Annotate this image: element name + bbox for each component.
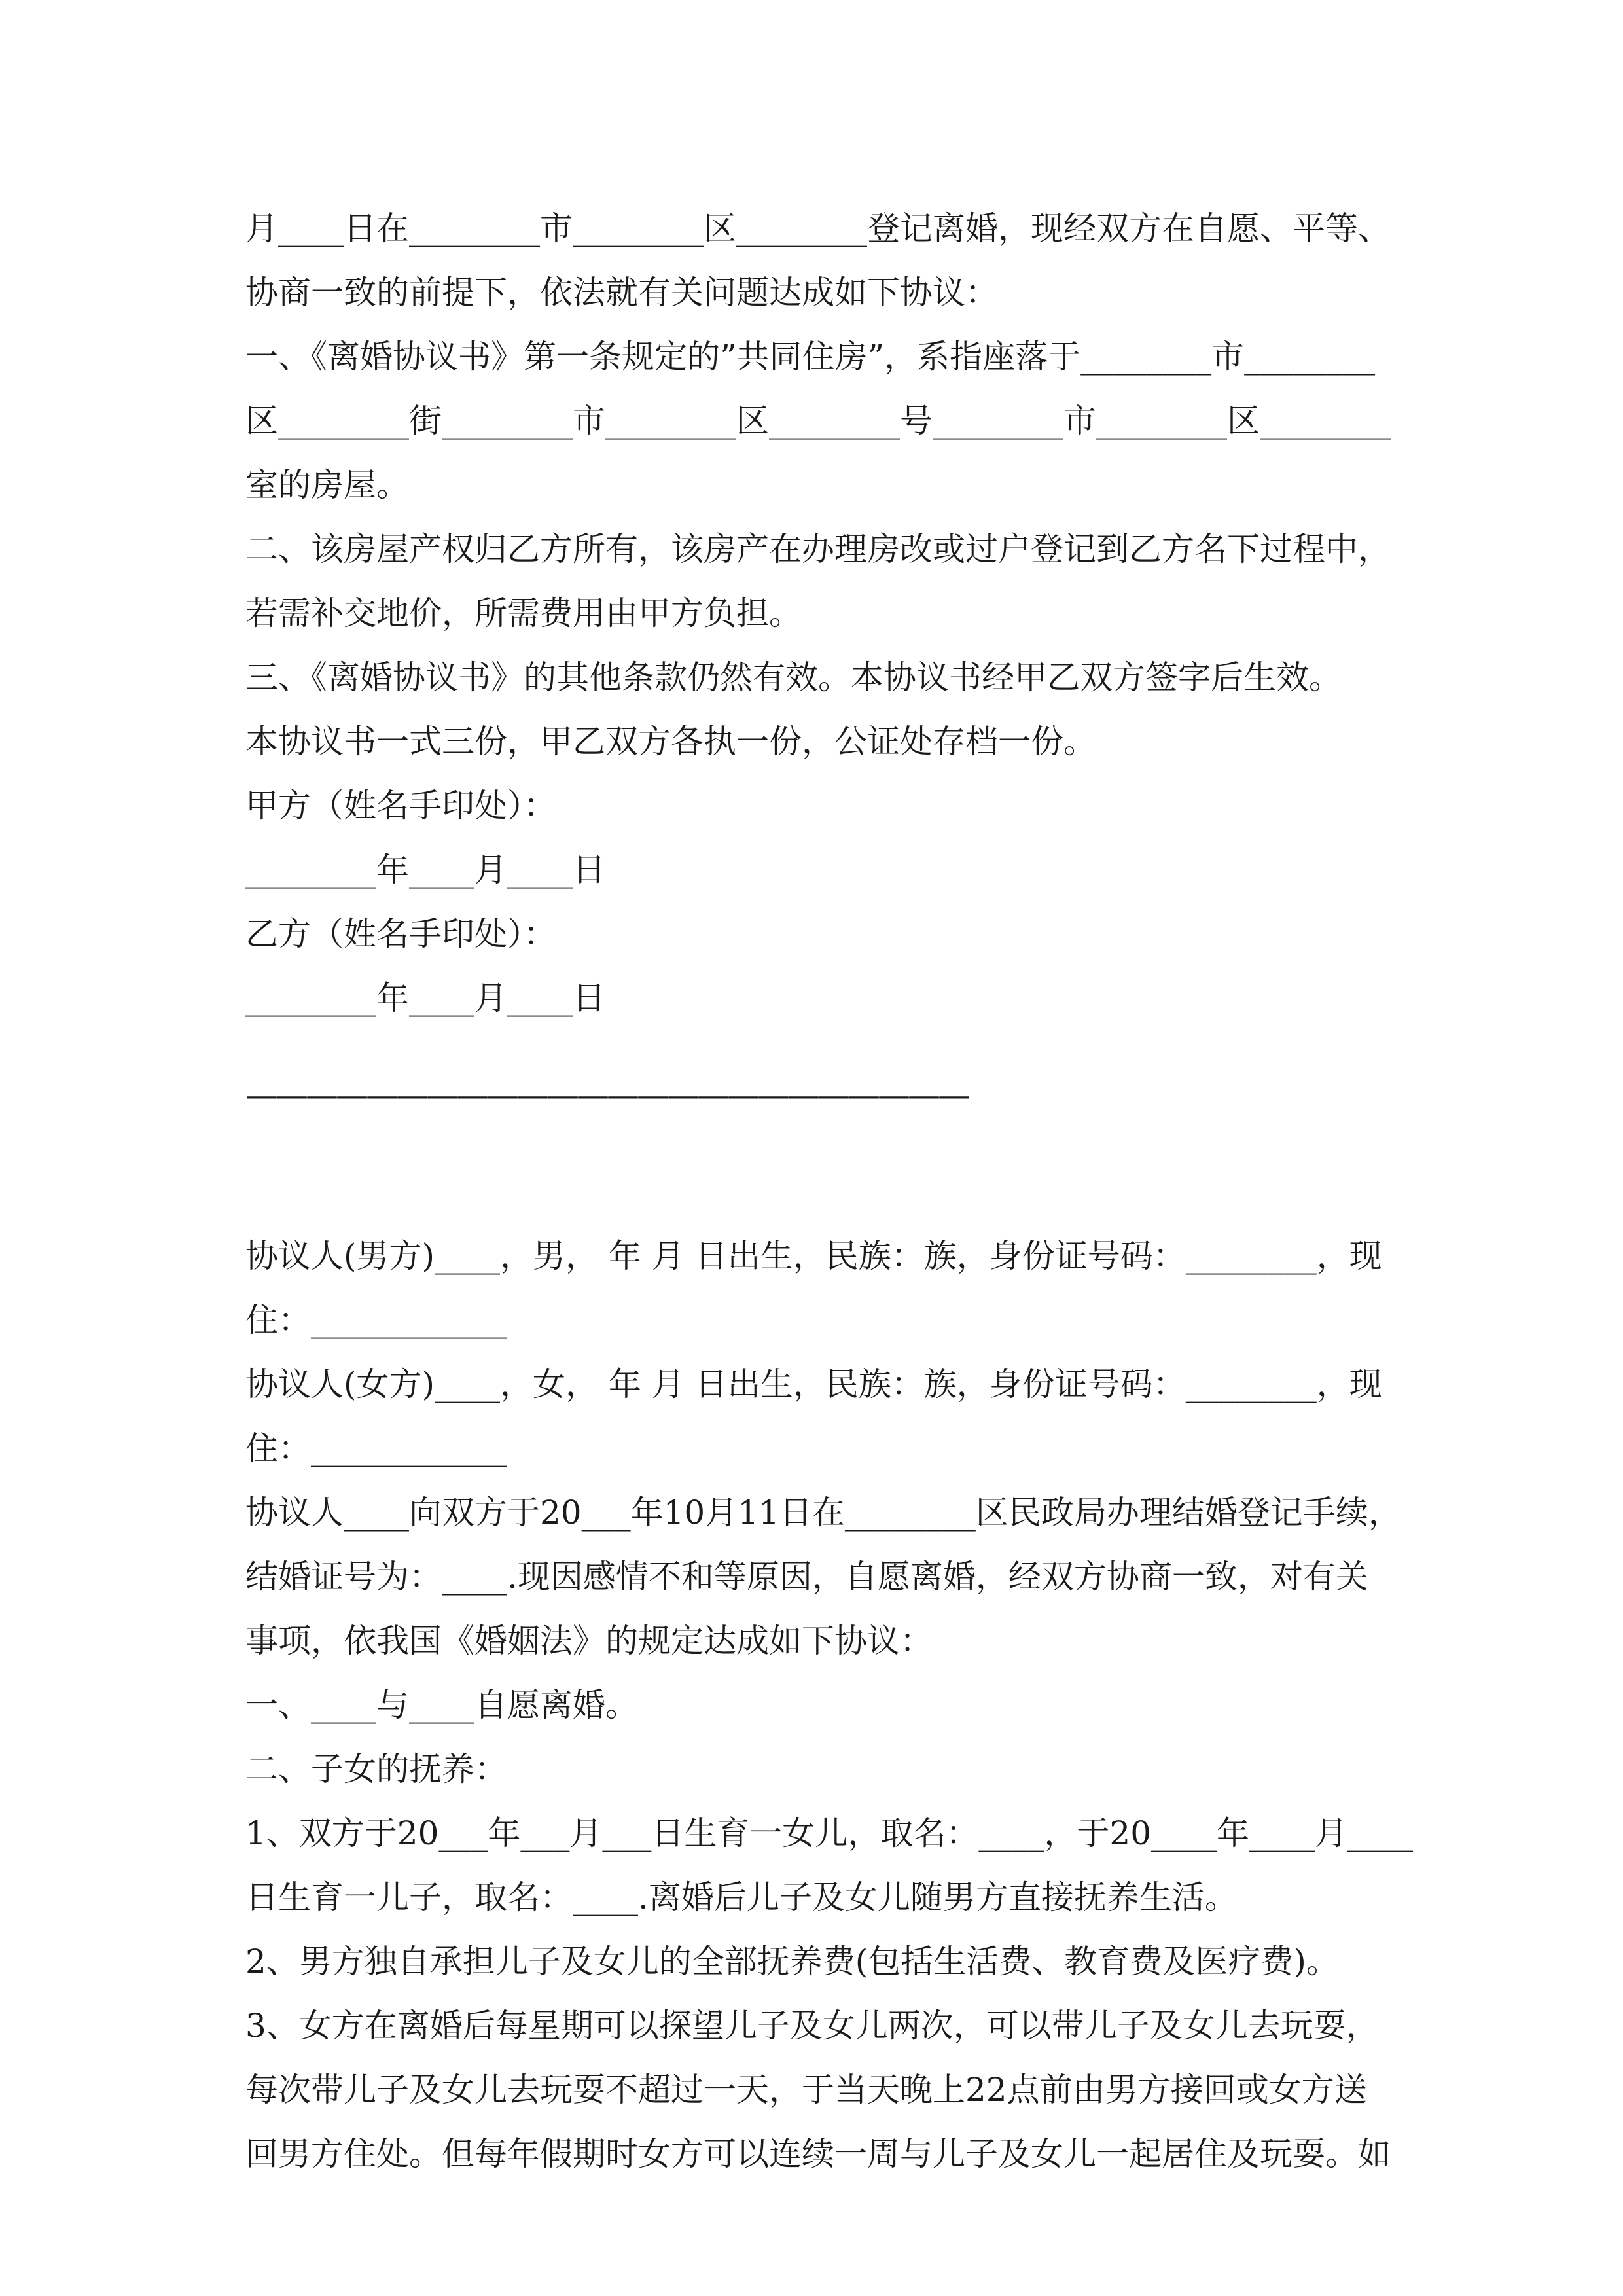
text-line: 每次带儿子及女儿去玩耍不超过一天，于当天晚上22点前由男方接回或女方送 (245, 2071, 1367, 2109)
text-line: 2、男方独自承担儿子及女儿的全部抚养费(包括生活费、教育费及医疗费)。 (245, 1943, 1339, 1981)
text-line: 二、该房屋产权归乙方所有，该房产在办理房改或过户登记到乙方名下过程中， (245, 530, 1391, 568)
document-body (245, 196, 1414, 2186)
text-line: 本协议书一式三份，甲乙双方各执一份，公证处存档一份。 (245, 723, 1096, 761)
text-line: 室的房屋。 (245, 466, 409, 504)
text-line: 协商一致的前提下，依法就有关问题达成如下协议： (245, 274, 998, 312)
text-line: 区________街________市________区________号________市________区________ (245, 402, 1391, 440)
section-divider: ———————————————————————— (245, 1076, 968, 1114)
text-line: 协议人(女方)____，女， 年 月 日出生，民族：族，身份证号码：________，现 (245, 1365, 1382, 1403)
text-line: 协议人(男方)____，男， 年 月 日出生，民族：族，身份证号码：________，现 (245, 1237, 1382, 1275)
text-line: 住：____________ (245, 1429, 507, 1467)
text-line: 日生育一儿子，取名：____.离婚后儿子及女儿随男方直接抚养生活。 (245, 1878, 1238, 1916)
text-line: 一、《离婚协议书》第一条规定的”共同住房”，系指座落于________市________ (245, 338, 1376, 376)
text-line: 事项，依我国《婚姻法》的规定达成如下协议： (245, 1622, 933, 1660)
text-line: 3、女方在离婚后每星期可以探望儿子及女儿两次，可以带儿子及女儿去玩耍， (245, 2007, 1379, 2045)
text-line: 1、双方于20___年___月___日生育一女儿，取名：____，于20____年____月____ (245, 1814, 1414, 1852)
party-a-signature-label: 甲方（姓名手印处）： (245, 787, 556, 825)
text-line: 回男方住处。但每年假期时女方可以连续一周与儿子及女儿一起居住及玩耍。如 (245, 2135, 1391, 2173)
party-b-signature-label: 乙方（姓名手印处）： (245, 915, 556, 953)
text-line: 月____日在________市________区________登记离婚，现经双方在自愿、平等、 (245, 209, 1391, 247)
text-line: 协议人____向双方于20___年10月11日在________区民政局办理结婚登记手续， (245, 1494, 1401, 1532)
text-line: 若需补交地价，所需费用由甲方负担。 (245, 594, 802, 632)
text-line: 结婚证号为：____.现因感情不和等原因，自愿离婚，经双方协商一致，对有关 (245, 1558, 1368, 1596)
party-b-date-line: ________年____月____日 (245, 979, 605, 1017)
text-line: 一、____与____自愿离婚。 (245, 1686, 638, 1724)
party-a-date-line: ________年____月____日 (245, 851, 605, 889)
blank-line (245, 1160, 1384, 1224)
text-line: 三、《离婚协议书》的其他条款仍然有效。本协议书经甲乙双方签字后生效。 (245, 658, 1342, 696)
text-line: 二、子女的抚养： (245, 1750, 507, 1788)
text-line: 住：____________ (245, 1301, 507, 1339)
